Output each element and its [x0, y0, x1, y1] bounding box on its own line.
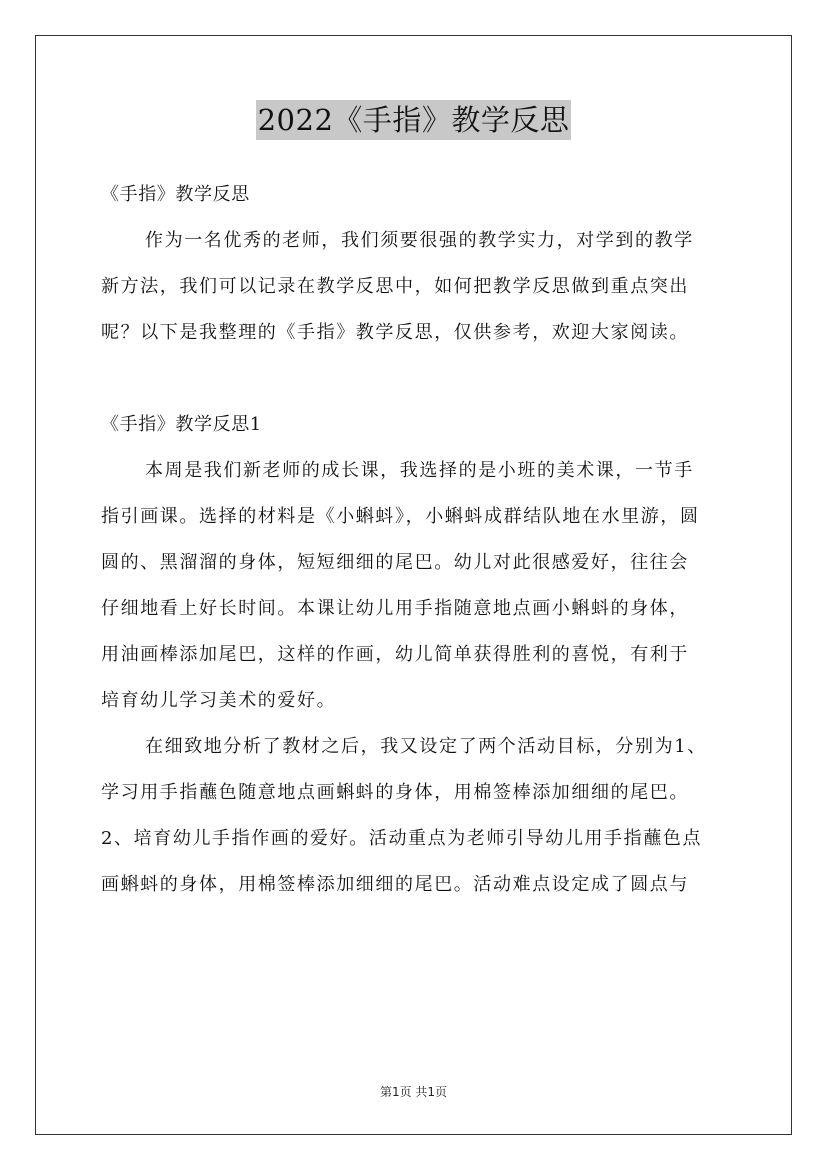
- text-line: 在细致地分析了教材之后，我又设定了两个活动目标，分别为1、: [145, 736, 707, 757]
- paragraph-gap: [101, 356, 741, 402]
- text-line: 培育幼儿学习美术的爱好。: [101, 690, 337, 711]
- text-line: 指引画课。选择的材料是《小蝌蚪》，小蝌蚪成群结队地在水里游，圆: [101, 506, 700, 527]
- text-line: 作为一名优秀的老师，我们须要很强的教学实力，对学到的教学: [145, 230, 694, 251]
- intro-heading: 《手指》教学反思: [101, 184, 250, 205]
- document-body: [101, 172, 741, 908]
- text-line: 2、培育幼儿手指作画的爱好。活动重点为老师引导幼儿用手指蘸色点: [101, 828, 703, 849]
- text-line: 呢？以下是我整理的《手指》教学反思，仅供参考，欢迎大家阅读。: [101, 322, 689, 343]
- text-line: 画蝌蚪的身体，用棉签棒添加细细的尾巴。活动难点设定成了圆点与: [101, 874, 689, 895]
- text-line: 仔细地看上好长时间。本课让幼儿用手指随意地点画小蝌蚪的身体，: [101, 598, 689, 619]
- text-line: 学习用手指蘸色随意地点画蝌蚪的身体，用棉签棒添加细细的尾巴。: [101, 782, 689, 803]
- section-heading: 《手指》教学反思1: [101, 414, 262, 435]
- text-line: 圆的、黑溜溜的身体，短短细细的尾巴。幼儿对此很感爱好，往往会: [101, 552, 689, 573]
- text-line: 本周是我们新老师的成长课，我选择的是小班的美术课，一节手: [145, 460, 694, 481]
- document-title: 2022《手指》教学反思: [256, 100, 572, 140]
- text-line: 新方法，我们可以记录在教学反思中，如何把教学反思做到重点突出: [101, 276, 689, 297]
- title-container: [0, 100, 827, 140]
- page-number-footer: 第1页 共1页: [379, 1085, 448, 1099]
- text-line: 用油画棒添加尾巴，这样的作画，幼儿简单获得胜利的喜悦，有利于: [101, 644, 689, 665]
